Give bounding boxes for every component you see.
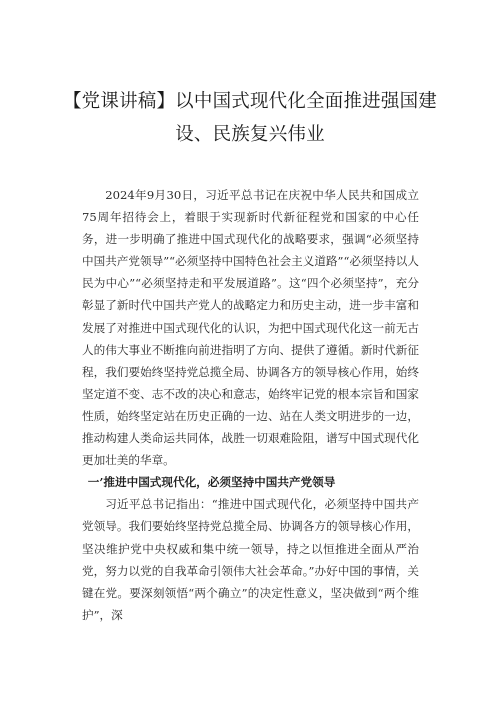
document-body: [82, 184, 419, 626]
paragraph-section-1: 习近平总书记指出：“推进中国式现代化，必须坚持中国共产党领导。我们要始终坚持党总揽全局、协调各方的领导核心作用，坚决维护党中央权威和集中统一领导，持之以恒推进全面从严治党，努力以党的自我革命引领伟大社会革命。”办好中国的事情，关键在党。要深刻领悟“两个确立”的决定性意义，坚决做到“两个维护”，深: [82, 497, 419, 622]
paragraph-intro: 2024年9月30日，习近平总书记在庆祝中华人民共和国成立75周年招待会上，着眼于实现新时代新征程党和国家的中心任务，进一步明确了推进中国式现代化的战略要求，强调“必须坚持中国共产党领导”“必须坚持中国特色社会主义道路”“必须坚持以人民为中心”“必须坚持走和平发展道路”。这“四个必须坚持”，充分彰显了新时代中国共产党人的战略定力和历史主动，进一步丰富和发展了对推进中国式现代化的认识，为把中国式现代化这一前无古人的伟大事业不断推向前进指明了方向、提供了遵循。新时代新征程，我们要始终坚持党总揽全局、协调各方的领导核心作用，始终坚定道不变、志不改的决心和意志，始终牢记党的根本宗旨和国家性质，始终坚定站在历史正确的一边、站在人类文明进步的一边，推动构建人类命运共同体，战胜一切艰难险阻，谱写中国式现代化更加壮美的华章。: [82, 188, 419, 468]
section-heading-1: 一’推进中国式现代化，必须坚持中国共产党领导: [87, 475, 336, 490]
document-title: 【党课讲稿】以中国式现代化全面推进强国建设、民族复兴伟业: [62, 91, 437, 145]
